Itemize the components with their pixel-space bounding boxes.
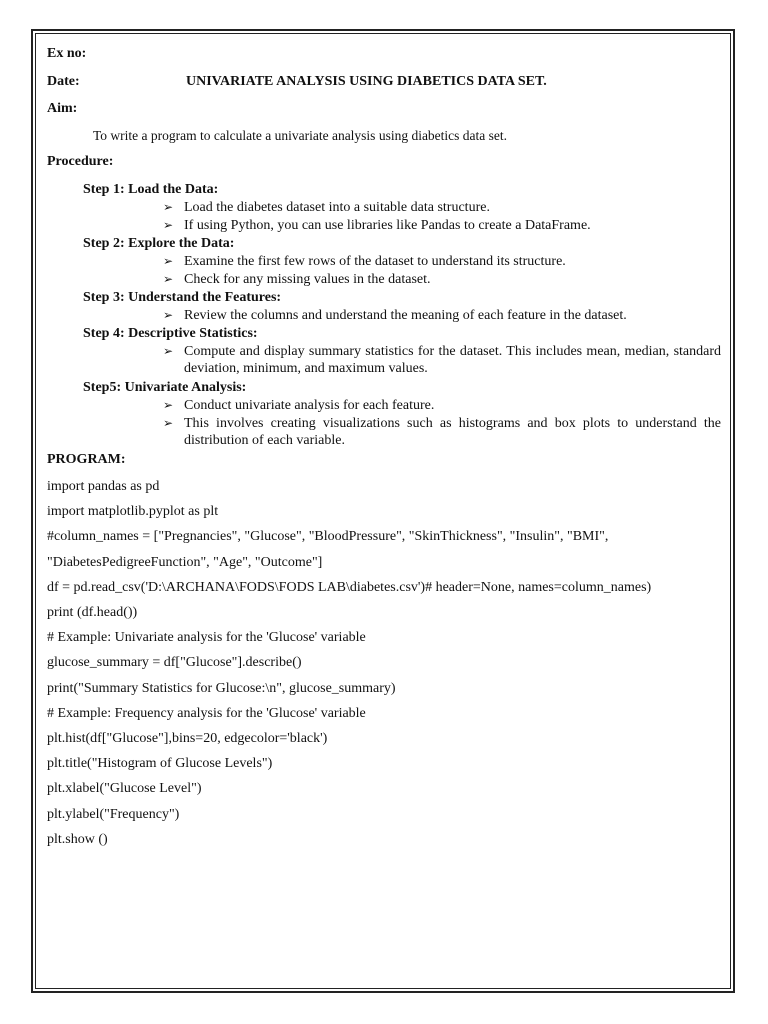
step-1-bullet-1: ➢ Load the diabetes dataset into a suitable data structure. [163, 200, 490, 215]
code-line: plt.hist(df["Glucose"],bins=20, edgecolor='black') [47, 731, 328, 746]
step-5-label: Step5: Univariate Analysis: [83, 380, 247, 395]
step-2-bullet-1: ➢ Examine the first few rows of the dataset to understand its structure. [163, 254, 566, 269]
code-line: import pandas as pd [47, 479, 160, 494]
code-line: import matplotlib.pyplot as plt [47, 504, 219, 519]
code-line: print (df.head()) [47, 605, 138, 620]
step-4-bullet-1: ➢ Compute and display summary statistics for the dataset. This includes mean, median, standard deviation, minimum, and maximum values. [163, 344, 721, 376]
bullet-arrow-icon: ➢ [163, 308, 174, 322]
bullet-arrow-icon: ➢ [163, 218, 174, 232]
procedure-label: Procedure: [47, 154, 114, 169]
bullet-arrow-icon: ➢ [163, 254, 174, 268]
code-line: plt.ylabel("Frequency") [47, 807, 180, 822]
step-3-label: Step 3: Understand the Features: [83, 290, 282, 305]
step-5-bullet-1: ➢ Conduct univariate analysis for each feature. [163, 398, 435, 413]
code-line: plt.show () [47, 832, 108, 847]
step-2-bullet-2: ➢ Check for any missing values in the dataset. [163, 272, 431, 287]
code-line: df = pd.read_csv('D:\ARCHANA\FODS\FODS LAB\diabetes.csv')# header=None, names=column_names) [47, 580, 652, 595]
program-label: PROGRAM: [47, 452, 126, 467]
code-line: glucose_summary = df["Glucose"].describe() [47, 655, 302, 670]
aim-text: To write a program to calculate a univariate analysis using diabetics data set. [93, 128, 508, 143]
code-line: plt.xlabel("Glucose Level") [47, 781, 202, 796]
date-label: Date: [47, 74, 80, 89]
bullet-arrow-icon: ➢ [163, 398, 174, 412]
code-line: plt.title("Histogram of Glucose Levels") [47, 756, 273, 771]
step-4-label: Step 4: Descriptive Statistics: [83, 326, 258, 341]
step-2-label: Step 2: Explore the Data: [83, 236, 235, 251]
bullet-arrow-icon: ➢ [163, 272, 174, 286]
step-1-label: Step 1: Load the Data: [83, 182, 219, 197]
bullet-arrow-icon: ➢ [163, 416, 174, 430]
ex-no-label: Ex no: [47, 46, 87, 61]
bullet-arrow-icon: ➢ [163, 200, 174, 214]
step-3-bullet-1: ➢ Review the columns and understand the meaning of each feature in the dataset. [163, 308, 627, 323]
code-line: print("Summary Statistics for Glucose:\n", glucose_summary) [47, 681, 396, 696]
code-line: # Example: Frequency analysis for the 'Glucose' variable [47, 706, 366, 721]
code-line: # Example: Univariate analysis for the 'Glucose' variable [47, 630, 366, 645]
bullet-arrow-icon: ➢ [163, 344, 174, 358]
page-title: UNIVARIATE ANALYSIS USING DIABETICS DATA SET. [186, 74, 547, 89]
code-line: "DiabetesPedigreeFunction", "Age", "Outcome"] [47, 555, 323, 570]
step-5-bullet-2: ➢ This involves creating visualizations such as histograms and box plots to understand the distribution of each variable. [163, 416, 721, 448]
code-line: #column_names = ["Pregnancies", "Glucose", "BloodPressure", "SkinThickness", "Insulin", "BMI", [47, 529, 609, 544]
aim-label: Aim: [47, 101, 78, 116]
step-1-bullet-2: ➢ If using Python, you can use libraries like Pandas to create a DataFrame. [163, 218, 591, 233]
